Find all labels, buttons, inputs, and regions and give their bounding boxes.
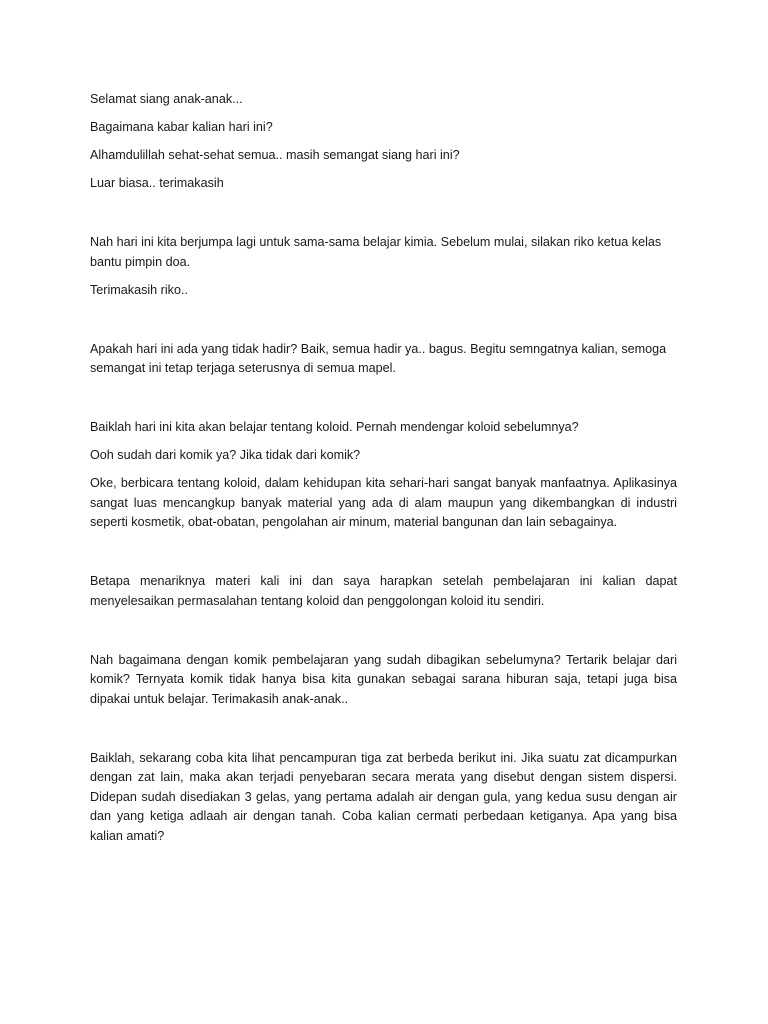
paragraph-attendance: Apakah hari ini ada yang tidak hadir? Baik, semua hadir ya.. bagus. Begitu semngatnya kalian, semoga semangat ini tetap terjaga seterusnya di semua mapel.	[90, 341, 667, 375]
paragraph-thanks-riko: Terimakasih riko..	[90, 282, 188, 297]
paragraph-comic: Nah bagaimana dengan komik pembelajaran yang sudah dibagikan sebelumyna? Tertarik belajar dari komik? Ternyata komik tidak hanya bisa kita gunakan sebagai sarana hiburan saja, tetapi juga bisa dipakai untuk belajar. Terimakasih anak-anak..	[90, 652, 677, 706]
paragraph-comic-question: Ooh sudah dari komik ya? Jika tidak dari komik?	[90, 448, 361, 462]
greeting-line: Selamat siang anak-anak...	[90, 92, 243, 106]
thanks-line: Luar biasa.. terimakasih	[90, 176, 224, 190]
document-body	[90, 90, 677, 855]
paragraph-gap	[90, 309, 677, 340]
paragraph-gap	[90, 620, 677, 651]
paragraph-topic: Baiklah hari ini kita akan belajar tentang koloid. Pernah mendengar koloid sebelumnya?	[90, 420, 579, 434]
paragraph-dispersion: Baiklah, sekarang coba kita lihat pencampuran tiga zat berbeda berikut ini. Jika suatu zat dicampurkan dengan zat lain, maka akan terjadi penyebaran secara merata yang disebut dengan sistem dispersi. Didepan sudah disediakan 3 gelas, yang pertama adalah air dengan gula, yang kedua susu dengan air dan yang ketiga adlaah air dengan tanah. Coba kalian cermati perbedaan ketiganya. Apa yang bisa kalian amati?	[90, 750, 677, 843]
paragraph-gap	[90, 202, 677, 233]
response-line: Alhamdulillah sehat-sehat semua.. masih semangat siang hari ini?	[90, 148, 460, 162]
paragraph-objective: Betapa menariknya materi kali ini dan saya harapkan setelah pembelajaran ini kalian dapat menyelesaikan permasalahan tentang koloid dan penggolongan koloid itu sendiri.	[90, 574, 677, 608]
paragraph-gap	[90, 718, 677, 749]
paragraph-gap	[90, 541, 677, 572]
paragraph-gap	[90, 387, 677, 418]
paragraph-colloid-application: Oke, berbicara tentang koloid, dalam kehidupan kita sehari-hari sangat banyak manfaatnya. Aplikasinya sangat luas mencangkup banyak material yang ada di alam maupun yang dikembangkan di industri seperti kosmetik, obat-obatan, pengolahan air minum, material bangunan dan lain sebagainya.	[90, 476, 677, 529]
question-line: Bagaimana kabar kalian hari ini?	[90, 120, 273, 134]
paragraph-opening: Nah hari ini kita berjumpa lagi untuk sama-sama belajar kimia. Sebelum mulai, silakan riko ketua kelas bantu pimpin doa.	[90, 235, 662, 269]
